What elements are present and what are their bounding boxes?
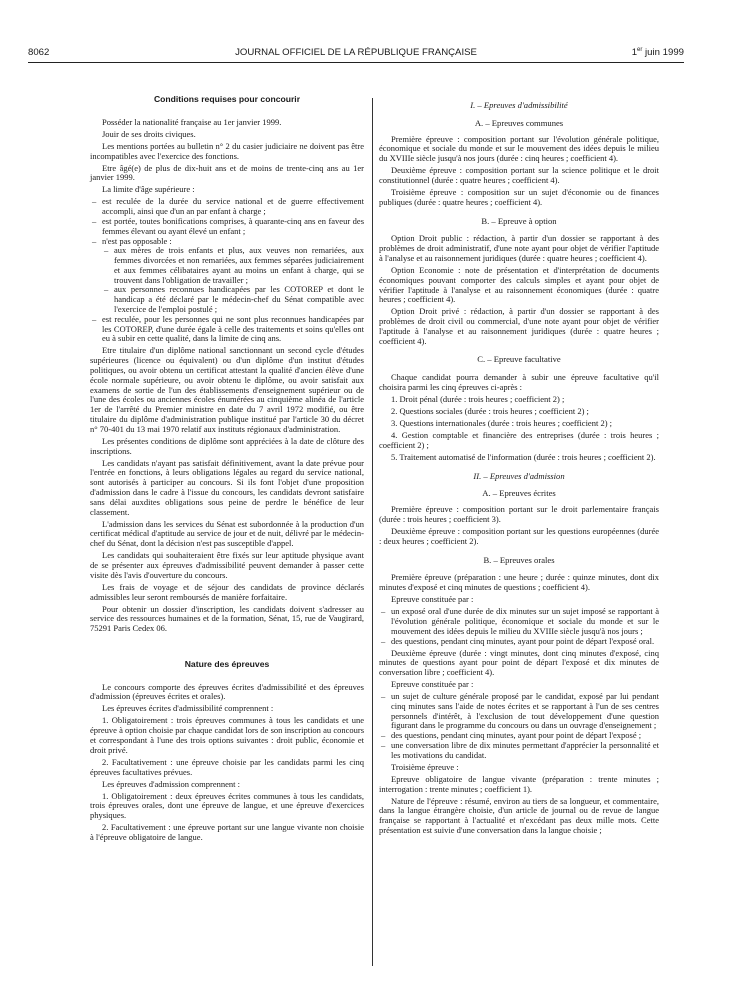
paragraph: L'admission dans les services du Sénat est subordonnée à la production d'un certificat médical d'aptitude au service de jour et de nuit, délivré par le médecin-chef du Sénat, dont la décision n'est pas susceptible d'appel. [90,518,364,549]
right-column [379,92,659,838]
paragraph: Première épreuve : composition portant sur le droit parlementaire français (durée : trois heures ; coefficient 3). [379,504,659,524]
heading-nature: Nature des épreuves [184,658,270,669]
paragraph: 2. Facultativement : une épreuve portant sur une langue vivante non choisie à l'épreuve obligatoire de langue. [90,822,364,842]
subheading-common: A. – Epreuves communes [474,117,564,128]
paragraph: Posséder la nationalité française au 1er janvier 1999. [102,116,282,127]
paragraph: Le concours comporte des épreuves écrites d'admissibilité et des épreuves d'admission (épreuves écrites et orales). [90,681,364,702]
paragraph: Option Droit privé : rédaction, à partir d'un dossier se rapportant à des problèmes de droit civil ou commercial, d'une note ayant pour objet de vérifier l'aptitude à l'analyse et au raisonnement juridiques (durée : quatre heures ; coefficient 4). [379,306,659,346]
list-item: – des questions, pendant cinq minutes, ayant pour point de départ l'exposé ; [379,731,659,741]
paragraph: Troisième épreuve : composition sur un sujet d'économie ou de finances publiques (durée : quatre heures ; coefficient 4). [379,186,659,207]
oral-two-list [379,692,659,761]
list-item: – un exposé oral d'une durée de dix minutes sur un sujet imposé se rapportant à l'évolution générale politique, économique et sociale du monde et sur le mouvement des idées depuis le milieu du XVIIIe siècle jusqu'à nos jours ; [379,607,659,636]
sub-list [102,246,364,315]
issue-date: 1er juin 1999 [631,47,684,59]
subheading-oral: B. – Epreuves orales [483,554,555,565]
paragraph: Nature de l'épreuve : résumé, environ au tiers de sa longueur, et commentaire, dans la langue étrangère choisie, d'un article de journal ou de revue de langue française se rapportant à l'actualité et n'excédant pas deux mille mots. Cette présentation est suivie d'une conversation dans la langue choisie ; [379,795,659,835]
heading-admissibility: I. – Epreuves d'admissibilité [470,100,568,110]
paragraph: Epreuve constituée par : [391,594,474,605]
list-item: – est portée, toutes bonifications comprises, à quarante-cinq ans en faveur des femmes élevant ou ayant élevé un enfant ; [90,217,364,237]
list-item: 5. Traitement automatisé de l'information (durée : trois heures ; coefficient 2). [391,451,656,462]
page-header [28,47,684,61]
subheading-option: B. – Epreuve à option [481,215,557,226]
list-item: – aux mères de trois enfants et plus, aux veuves non remariées, aux femmes divorcées et non remariées, aux femmes séparées judiciairement et aux femmes célibataires ayant au moins un enfant à charge, qui se trouvent dans l'obligation de travailler ; [102,246,364,285]
paragraph: Troisième épreuve : [391,761,459,772]
age-limit-list [90,197,364,344]
subheading-written: A. – Epreuves écrites [482,488,556,499]
paragraph: 1. Obligatoirement : trois épreuves communes à tous les candidats et une épreuve à option choisie par chaque candidat lors de son inscription au concours et correspondant à l'une des trois options suivantes : droit public, économie et droit privé. [90,715,364,755]
list-item: 3. Questions internationales (durée : trois heures ; coefficient 2) ; [391,418,613,429]
paragraph: Les candidats qui souhaiteraient être fixés sur leur aptitude physique avant de se présenter aux épreuves d'admissibilité peuvent demander à passer cette visite dès l'avis d'ouverture du concours. [90,550,364,580]
list-item: 2. Questions sociales (durée : trois heures ; coefficient 2) ; [391,406,589,417]
paragraph: Option Economie : note de présentation et d'interprétation de documents économiques pouvant comporter des calculs simples et ayant pour objet de vérifier l'aptitude à l'analyse et au raisonnement économiques (durée : quatre heures ; coefficient 4). [379,264,659,305]
paragraph: Les épreuves d'admission comprennent : [102,778,240,789]
paragraph: La limite d'âge supérieure : [102,184,195,195]
paragraph: 1. Obligatoirement : deux épreuves écrites communes à tous les candidats, trois épreuves orales, dont une épreuve de langue, et une épreuve d'exercices physiques. [90,790,364,821]
list-item: – est reculée, pour les personnes qui ne sont plus reconnues handicapées par les COTOREP, d'une durée égale à celle des traitements et soins qu'elles ont eu à subir en cette qualité, dans la limite de cinq ans. [90,315,364,344]
page-number: 8062 [28,47,50,58]
paragraph: Epreuve constituée par : [391,679,474,690]
paragraph: Option Droit public : rédaction, à partir d'un dossier se rapportant à des problèmes de droit administratif, d'une note ayant pour objet de vérifier l'aptitude à l'analyse et au raisonnement juridiques (durée : quatre heures ; coefficient 4). [379,233,659,263]
paragraph: Les épreuves écrites d'admissibilité comprennent : [102,703,274,714]
paragraph: Deuxième épreuve : composition portant sur la science politique et le droit constitutionnel (durée : quatre heures ; coefficient 4). [379,165,659,185]
paragraph: Etre âgé(e) de plus de dix-huit ans et de moins de trente-cinq ans au 1er janvier 1999. [90,162,364,183]
header-rule [28,62,684,63]
list-item: – est reculée de la durée du service national et de guerre effectivement accompli, ainsi que d'un an par enfant à charge ; [90,197,364,217]
paragraph: 2. Facultativement : une épreuve choisie par les candidats parmi les cinq épreuves facultatives prévues. [90,756,364,777]
left-column [90,92,364,845]
journal-title: JOURNAL OFFICIEL DE LA RÉPUBLIQUE FRANÇAISE [235,47,477,58]
paragraph: Chaque candidat pourra demander à subir une épreuve facultative qu'il choisira parmi les cinq épreuves ci-après : [379,372,659,393]
paragraph: Deuxième épreuve (durée : vingt minutes, dont cinq minutes d'exposé, cinq minutes de questions ayant pour point de départ l'exposé et dix minutes de conversation libre ; coefficient 4). [379,647,659,678]
oral-one-list [379,607,659,646]
list-item: 4. Gestion comptable et financière des entreprises (durée : trois heures ; coefficient 2) ; [379,430,659,450]
column-divider [372,98,373,966]
list-item: – un sujet de culture générale proposé par le candidat, exposé par lui pendant cinq minutes sans l'aide de notes écrites et se rapportant à l'un de ses centres personnels d'intérêt, à l'exclusion de tout développement d'une question figurant dans le programme du concours ou dans un ouvrage d'enseignement ; [379,692,659,731]
list-item: – aux personnes reconnues handicapées par les COTOREP et dont le handicap a été déclaré par le médecin-chef du Sénat compatible avec l'exercice de l'emploi postulé ; [102,285,364,314]
paragraph: Première épreuve : composition portant sur l'évolution générale politique, économique et sociale du monde et sur le mouvement des idées depuis le milieu du XVIIIe siècle jusqu'à nos jours (durée : cinq heures ; coefficient 4). [379,133,659,164]
paragraph: Les frais de voyage et de séjour des candidats de province déclarés admissibles leur seront remboursés de manière forfaitaire. [90,581,364,602]
paragraph: Les présentes conditions de diplôme sont appréciées à la date de clôture des inscriptions. [90,435,364,456]
heading-admission: II. – Epreuves d'admission [473,470,565,481]
list-item: – n'est pas opposable : – aux mères de trois enfants et plus, aux veuves non remariées, aux femmes divorcées et non remariées, aux femmes séparées judiciairement et aux femmes célibataires ayant au moins un enfant à charge, qui se trouvent dans l'obligation de travailler ; – aux personnes reconnues handicapées par les COTOREP et dont le handicap a été déclaré par le médecin-chef du Sénat compatible avec l'exercice de l'emploi postulé ; [90,237,364,315]
paragraph: Les mentions portées au bulletin n° 2 du casier judiciaire ne doivent pas être incompatibles avec l'exercice des fonctions. [90,140,364,161]
paragraph: Deuxième épreuve : composition portant sur les questions européennes (durée : deux heures ; coefficient 2). [379,525,659,546]
subheading-optional: C. – Epreuve facultative [477,354,561,365]
paragraph: Epreuve obligatoire de langue vivante (préparation : trente minutes ; interrogation : trente minutes ; coefficient 1). [379,773,659,794]
paragraph: Les candidats n'ayant pas satisfait définitivement, avant la date prévue pour l'entrée en fonctions, à leurs obligations légales au regard du service national, sont autorisés à participer au concours. Si ils font l'objet d'une proposition d'admission dans le cadre à l'issue du concours, les candidats devront satisfaire sans délai auxdites obligations sous peine de perdre le bénéfice de leur classement. [90,457,364,517]
list-item: 1. Droit pénal (durée : trois heures ; coefficient 2) ; [391,394,565,405]
heading-conditions: Conditions requises pour concourir [153,94,301,104]
paragraph: Etre titulaire d'un diplôme national sanctionnant un second cycle d'études supérieures (licence ou équivalent) ou d'un diplôme d'un institut d'études politiques, ou avoir obtenu un certificat attestant la qualité d'ancien élève d'une école normale supérieure, ou avoir obtenu le diplôme, ou avoir satisfait aux examens de sortie de l'un des établissements d'enseignement supérieur ou de l'une des écoles ou anciennes écoles énumérées au cinquième alinéa de l'article 1er de l'arrêté du Premier ministre en date du 7 avril 1972 modifié, ou être titulaire du diplôme d'administration publique institué par l'article 30 du décret n° 70-401 du 13 mai 1970 relatif aux instituts régionaux d'administration. [90,345,364,434]
list-item: – des questions, pendant cinq minutes, ayant pour point de départ l'exposé oral. [379,637,659,647]
paragraph: Jouir de ses droits civiques. [102,128,196,139]
paragraph: Première épreuve (préparation : une heure ; durée : quinze minutes, dont dix minutes d'exposé et cinq minutes de questions ; coefficient 4). [379,572,659,593]
paragraph: Pour obtenir un dossier d'inscription, les candidats doivent s'adresser au service des ressources humaines et de la formation, Sénat, 15, rue de Vaugirard, 75291 Paris Cedex 06. [90,603,364,634]
list-item: – une conversation libre de dix minutes permettant d'apprécier la personnalité et les motivations du candidat. [379,741,659,761]
